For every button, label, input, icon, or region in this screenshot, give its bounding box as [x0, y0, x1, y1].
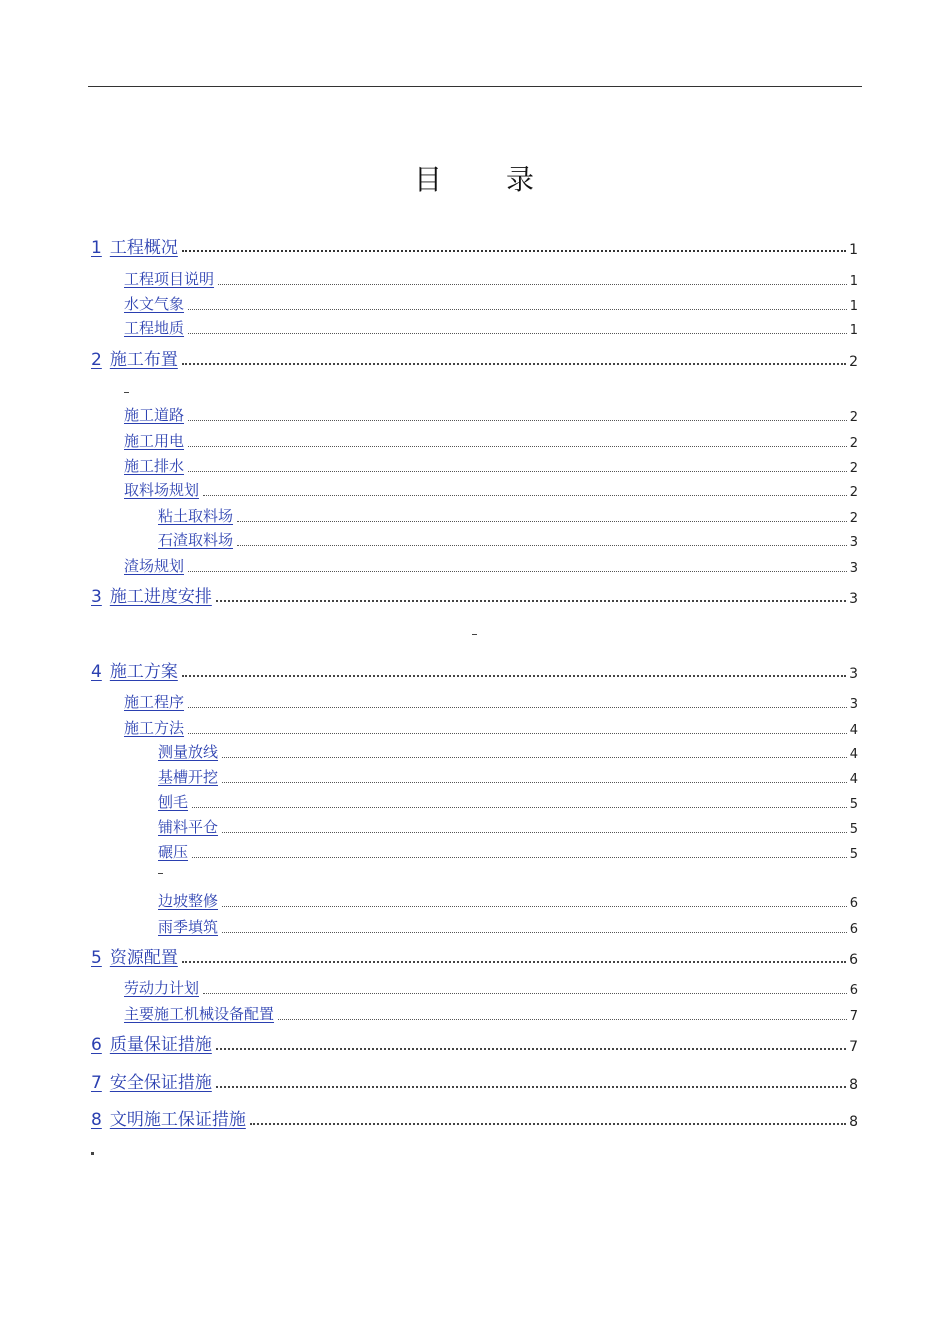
- toc-entry-text: 施工程序: [124, 693, 185, 711]
- toc-entry-number: 2: [91, 350, 102, 370]
- toc-entry-link[interactable]: [158, 766, 218, 787]
- toc-entry-text: 水文气象: [124, 295, 185, 313]
- toc-entry[interactable]: [91, 585, 858, 607]
- dot-leader: [182, 961, 846, 963]
- toc-entry[interactable]: [158, 765, 858, 787]
- toc-entry-number: 4: [91, 662, 102, 682]
- toc-entry-page-number: 3: [849, 561, 858, 576]
- toc-entry-page-number: 1: [849, 274, 858, 289]
- dot-leader: [222, 906, 847, 907]
- toc-entry-link[interactable]: [91, 1030, 212, 1055]
- toc-entry-page-number: 3: [849, 535, 858, 550]
- toc-entry-text: 施工用电: [124, 432, 185, 450]
- stray-mark: [91, 1152, 94, 1155]
- toc-title-char-1: 目: [413, 163, 444, 196]
- toc-entry-text: 工程概况: [109, 238, 178, 258]
- toc-entry-page-number: 3: [849, 666, 858, 682]
- dot-leader: [192, 807, 847, 808]
- toc-entry-page-number: 7: [849, 1039, 858, 1055]
- toc-entry-text: 工程地质: [124, 319, 185, 337]
- toc-entry[interactable]: [91, 1071, 858, 1093]
- toc-entry-text: 施工排水: [124, 457, 185, 475]
- toc-entry-number: 6: [91, 1035, 102, 1055]
- toc-entry[interactable]: [124, 1002, 858, 1024]
- toc-entry[interactable]: [124, 454, 858, 476]
- toc-entry-text: 施工道路: [124, 406, 185, 424]
- toc-entry-page-number: 2: [849, 410, 858, 425]
- dot-leader: [192, 857, 847, 858]
- toc-entry-text: 边坡整修: [158, 892, 219, 910]
- toc-entry-number: 7: [91, 1073, 102, 1093]
- dot-leader: [218, 284, 847, 285]
- dot-leader: [216, 600, 846, 602]
- toc-entry-page-number: 4: [849, 772, 858, 787]
- toc-entry-link[interactable]: [124, 293, 184, 314]
- toc-entry[interactable]: [124, 429, 858, 451]
- toc-entry-text: 工程项目说明: [124, 270, 215, 288]
- toc-entry-link[interactable]: [124, 717, 184, 738]
- dot-leader: [222, 757, 847, 758]
- toc-entry-link[interactable]: [91, 345, 178, 370]
- toc-entry-link[interactable]: [158, 816, 218, 837]
- toc-entry[interactable]: [158, 504, 858, 526]
- dot-leader: [278, 1019, 847, 1020]
- toc-entry[interactable]: [91, 1033, 858, 1055]
- toc-entry-page-number: 6: [849, 952, 858, 968]
- toc-entry[interactable]: [124, 478, 858, 500]
- toc-entry[interactable]: [91, 348, 858, 370]
- toc-entry-page-number: 8: [849, 1077, 858, 1093]
- dot-leader: [222, 932, 847, 933]
- toc-entry-link[interactable]: [158, 791, 188, 812]
- toc-entry[interactable]: [124, 690, 858, 712]
- toc-entry-page-number: 2: [849, 436, 858, 451]
- toc-entry-text: 粘土取料场: [158, 507, 234, 525]
- stray-mark: [124, 392, 129, 393]
- dot-leader: [188, 571, 847, 572]
- toc-entry-number: 5: [91, 948, 102, 968]
- toc-entry[interactable]: [124, 403, 858, 425]
- toc-entry-page-number: 1: [849, 323, 858, 338]
- toc-entry-page-number: 1: [849, 242, 858, 258]
- toc-entry-number: 8: [91, 1110, 102, 1130]
- toc-entry-number: 1: [91, 238, 102, 258]
- toc-entry-link[interactable]: [124, 430, 184, 451]
- dot-leader: [188, 420, 847, 421]
- toc-entry-link[interactable]: [91, 582, 212, 607]
- toc-entry-text: 石渣取料场: [158, 531, 234, 549]
- toc-entry-page-number: 5: [849, 797, 858, 812]
- dot-leader: [237, 545, 847, 546]
- toc-entry-text: 取料场规划: [124, 481, 200, 499]
- toc-entry-text: 碾压: [158, 843, 189, 861]
- toc-entry-text: 施工进度安排: [109, 587, 212, 607]
- toc-entry[interactable]: [124, 554, 858, 576]
- toc-entry-page-number: 5: [849, 822, 858, 837]
- toc-entry-text: 渣场规划: [124, 557, 185, 575]
- toc-entry-link[interactable]: [124, 1003, 274, 1024]
- dot-leader: [203, 993, 847, 994]
- toc-entry[interactable]: [91, 946, 858, 968]
- toc-entry-page-number: 1: [849, 299, 858, 314]
- dot-leader: [222, 782, 847, 783]
- toc-title-char-2: 录: [506, 163, 537, 196]
- toc-entry-page-number: 3: [849, 591, 858, 607]
- dot-leader: [182, 675, 846, 677]
- toc-entry[interactable]: [124, 976, 858, 998]
- toc-entry-page-number: 2: [849, 511, 858, 526]
- toc-entry-page-number: 6: [849, 922, 858, 937]
- toc-entry-text: 测量放线: [158, 743, 219, 761]
- toc-entry-link[interactable]: [158, 890, 218, 911]
- toc-entry-text: 安全保证措施: [109, 1073, 212, 1093]
- toc-entry[interactable]: [158, 840, 858, 862]
- toc-entry[interactable]: [158, 815, 858, 837]
- toc-entry-link[interactable]: [91, 657, 178, 682]
- dot-leader: [222, 832, 847, 833]
- toc-entry-text: 资源配置: [109, 948, 178, 968]
- toc-entry-link[interactable]: [124, 455, 184, 476]
- toc-entry[interactable]: [91, 236, 858, 258]
- dot-leader: [188, 333, 847, 334]
- toc-entry[interactable]: [158, 915, 858, 937]
- dot-leader: [188, 471, 847, 472]
- dot-leader: [250, 1123, 846, 1125]
- toc-entry-link[interactable]: [158, 741, 218, 762]
- toc-entry-text: 雨季填筑: [158, 918, 219, 936]
- toc-entry-page-number: 7: [849, 1009, 858, 1024]
- toc-entry-page-number: 2: [849, 461, 858, 476]
- toc-entry[interactable]: [124, 316, 858, 338]
- toc-entry-link[interactable]: [124, 268, 214, 289]
- toc-entry-text: 刨毛: [158, 793, 189, 811]
- toc-entry[interactable]: [91, 660, 858, 682]
- toc-entry-link[interactable]: [124, 977, 199, 998]
- toc-entry-text: 文明施工保证措施: [109, 1110, 246, 1130]
- toc-entry[interactable]: [158, 740, 858, 762]
- toc-entry-page-number: 6: [849, 983, 858, 998]
- toc-entry[interactable]: [158, 889, 858, 911]
- toc-entry-link[interactable]: [124, 555, 184, 576]
- toc-entry-link[interactable]: [124, 691, 184, 712]
- dot-leader: [188, 733, 847, 734]
- toc-entry-number: 3: [91, 587, 102, 607]
- toc-entry-text: 基槽开挖: [158, 768, 219, 786]
- stray-mark: [472, 634, 477, 635]
- dot-leader: [216, 1048, 846, 1050]
- dot-leader: [182, 250, 846, 252]
- toc-entry-page-number: 2: [849, 354, 858, 370]
- toc-entry-link[interactable]: [91, 1105, 246, 1130]
- toc-entry-text: 铺料平仓: [158, 818, 219, 836]
- toc-entry-link[interactable]: [124, 317, 184, 338]
- toc-entry-page-number: 3: [849, 697, 858, 712]
- toc-entry[interactable]: [158, 790, 858, 812]
- toc-entry-link[interactable]: [158, 916, 218, 937]
- toc-entry-text: 劳动力计划: [124, 979, 200, 997]
- toc-entry-text: 主要施工机械设备配置: [124, 1005, 275, 1023]
- dot-leader: [182, 363, 846, 365]
- toc-entry-link[interactable]: [124, 404, 184, 425]
- dot-leader: [188, 707, 847, 708]
- stray-mark: [158, 873, 163, 874]
- dot-leader: [188, 309, 847, 310]
- toc-entry[interactable]: [124, 716, 858, 738]
- toc-entry-page-number: 2: [849, 485, 858, 500]
- toc-entry-page-number: 4: [849, 723, 858, 738]
- toc-entry-page-number: 6: [849, 896, 858, 911]
- toc-entry-text: 施工方案: [109, 662, 178, 682]
- toc-entry-link[interactable]: [158, 841, 188, 862]
- toc-entry[interactable]: [124, 267, 858, 289]
- dot-leader: [203, 495, 847, 496]
- dot-leader: [237, 521, 847, 522]
- dot-leader: [216, 1086, 846, 1088]
- toc-entry-link[interactable]: [158, 529, 233, 550]
- toc-entry-text: 施工布置: [109, 350, 178, 370]
- dot-leader: [188, 446, 847, 447]
- toc-entry-page-number: 4: [849, 747, 858, 762]
- toc-entry-text: 质量保证措施: [109, 1035, 212, 1055]
- toc-entry[interactable]: [158, 528, 858, 550]
- toc-entry-link[interactable]: [158, 505, 233, 526]
- toc-entry-link[interactable]: [124, 479, 199, 500]
- toc-entry-link[interactable]: [91, 233, 178, 258]
- toc-entry[interactable]: [124, 292, 858, 314]
- toc-entry-link[interactable]: [91, 1068, 212, 1093]
- toc-entry-link[interactable]: [91, 943, 178, 968]
- toc-entry-text: 施工方法: [124, 719, 185, 737]
- toc-entry[interactable]: [91, 1108, 858, 1130]
- toc-entry-page-number: 5: [849, 847, 858, 862]
- toc-entry-page-number: 8: [849, 1114, 858, 1130]
